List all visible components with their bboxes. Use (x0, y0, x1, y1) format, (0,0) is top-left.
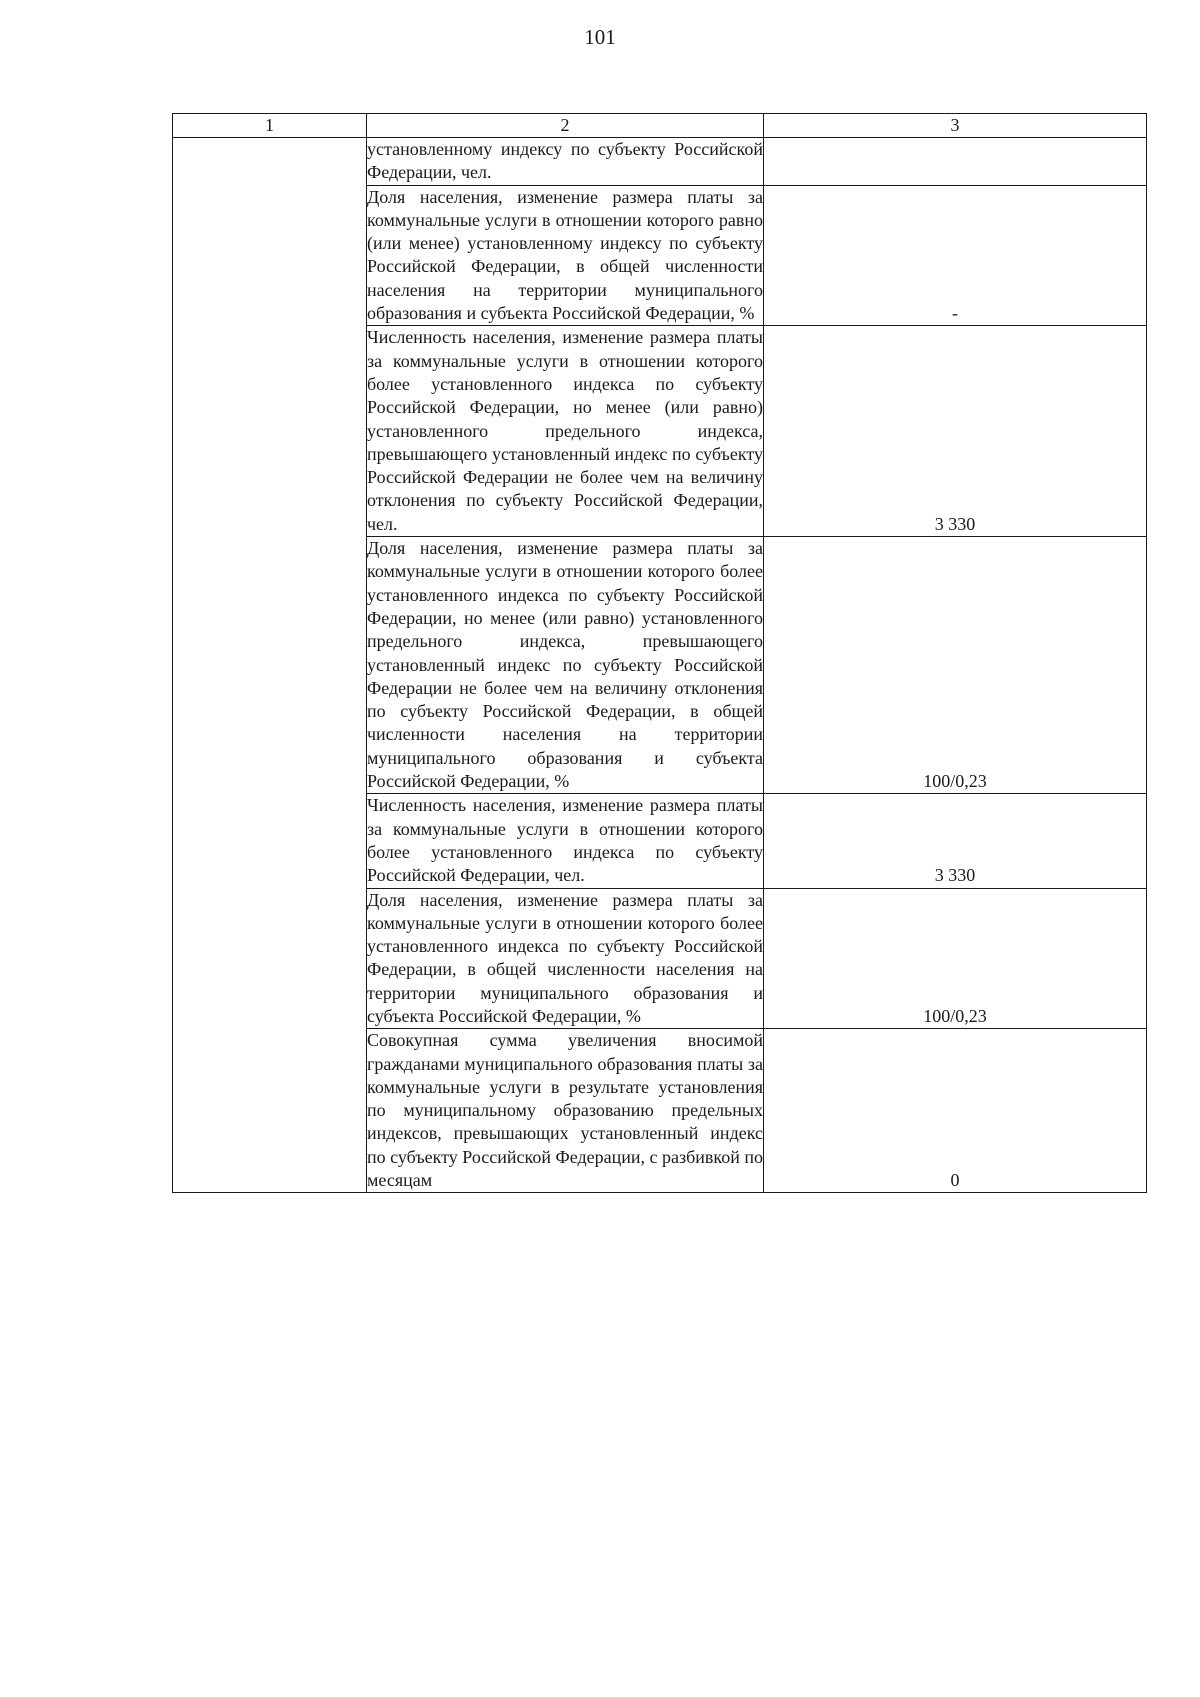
row-description: Доля населения, изменение размера платы за коммунальные услуги в отношении которого более установленного индекса по субъекту Российской Федерации, но менее (или равно) установленного предельного индекса, превышающего установленный индекс по субъекту Российской Федерации не более чем на величину отклонения по субъекту Российской Федерации, в общей численности населения на территории муниципального образования и субъекта Российской Федерации, % (367, 537, 764, 794)
page-number: 101 (584, 25, 616, 49)
row-value: 3 330 (764, 326, 1147, 537)
data-table (172, 113, 1147, 1193)
column-header-3: 3 (764, 114, 1147, 138)
row-description: установленному индексу по субъекту Российской Федерации, чел. (367, 138, 764, 186)
row-description: Доля населения, изменение размера платы за коммунальные услуги в отношении которого более установленного индекса по субъекту Российской Федерации, в общей численности населения на территории муниципального образования и субъекта Российской Федерации, % (367, 888, 764, 1029)
row-description: Доля населения, изменение размера платы за коммунальные услуги в отношении которого равно (или менее) установленному индексу по субъекту Российской Федерации, в общей численности населения на территории муниципального образования и субъекта Российской Федерации, % (367, 185, 764, 326)
row-value: - (764, 185, 1147, 326)
row-value: 3 330 (764, 794, 1147, 888)
column-header-1: 1 (173, 114, 367, 138)
row-value: 0 (764, 1029, 1147, 1193)
row-value: 100/0,23 (764, 888, 1147, 1029)
table-row (173, 138, 1147, 186)
table-header-row (173, 114, 1147, 138)
row-description: Совокупная сумма увеличения вносимой гражданами муниципального образования платы за коммунальные услуги в результате установления по муниципальному образованию предельных индексов, превышающих установленный индекс по субъекту Российской Федерации, с разбивкой по месяцам (367, 1029, 764, 1193)
row-description: Численность населения, изменение размера платы за коммунальные услуги в отношении которого более установленного индекса по субъекту Российской Федерации, чел. (367, 794, 764, 888)
column-1-cell (173, 138, 367, 1193)
row-value: 100/0,23 (764, 537, 1147, 794)
column-header-2: 2 (367, 114, 764, 138)
row-description: Численность населения, изменение размера платы за коммунальные услуги в отношении которого более установленного индекса по субъекту Российской Федерации, но менее (или равно) установленного предельного индекса, превышающего установленный индекс по субъекту Российской Федерации не более чем на величину отклонения по субъекту Российской Федерации, чел. (367, 326, 764, 537)
row-value (764, 138, 1147, 186)
